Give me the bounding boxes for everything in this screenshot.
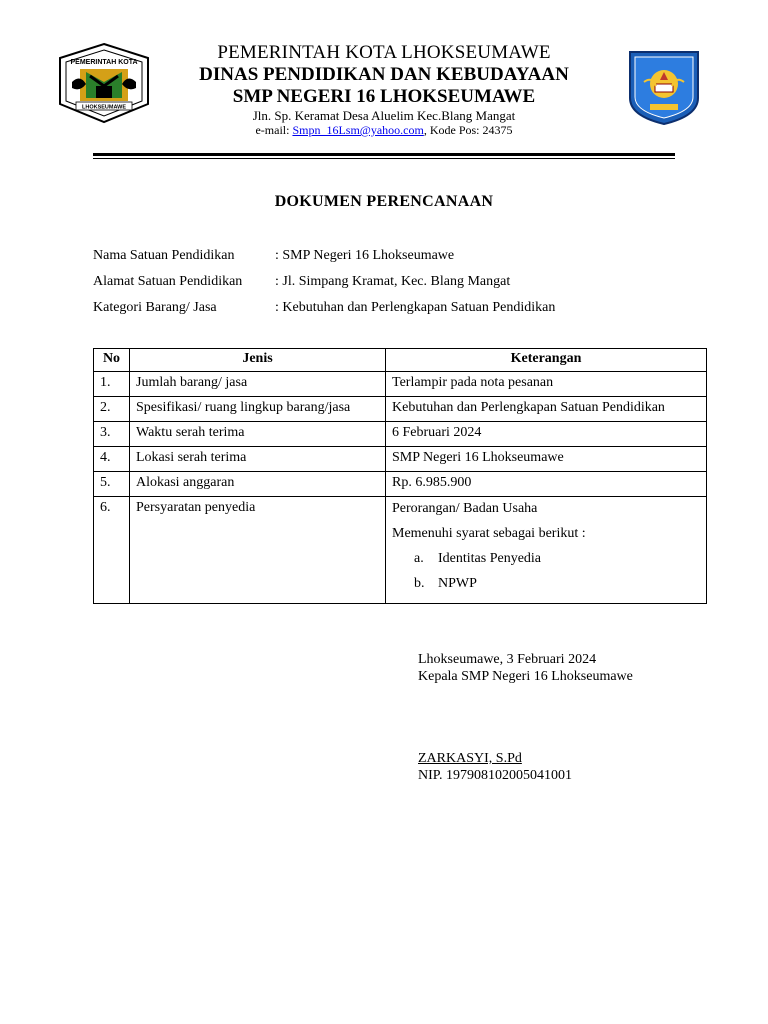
info-label: Nama Satuan Pendidikan	[93, 248, 235, 263]
signer-position: Kepala SMP Negeri 16 Lhokseumawe	[418, 669, 633, 684]
row-jenis: Jumlah barang/ jasa	[130, 372, 386, 397]
info-row	[93, 300, 555, 326]
row-jenis: Persyaratan penyedia	[130, 497, 386, 604]
info-label: Kategori Barang/ Jasa	[93, 300, 217, 315]
column-header-keterangan: Keterangan	[386, 349, 707, 372]
table-row	[94, 447, 707, 472]
contact-line	[150, 123, 618, 137]
government-name: PEMERINTAH KOTA LHOKSEUMAWE	[217, 42, 551, 63]
row-jenis: Lokasi serah terima	[130, 447, 386, 472]
row-keterangan: Terlampir pada nota pesanan	[386, 372, 707, 397]
planning-table	[93, 348, 707, 604]
table-row	[94, 372, 707, 397]
svg-text:PEMERINTAH KOTA: PEMERINTAH KOTA	[70, 59, 138, 66]
info-value: : SMP Negeri 16 Lhokseumawe	[275, 248, 455, 263]
requirement-marker: b.	[414, 576, 425, 591]
row-keterangan: SMP Negeri 16 Lhokseumawe	[386, 447, 707, 472]
row-number: 5.	[94, 472, 130, 497]
row-number: 1.	[94, 372, 130, 397]
table-row	[94, 397, 707, 422]
table-header-row	[94, 349, 707, 372]
signature-block	[418, 651, 633, 784]
row-jenis: Alokasi anggaran	[130, 472, 386, 497]
requirement-item	[392, 550, 700, 568]
row-jenis: Waktu serah terima	[130, 422, 386, 447]
postal-code: , Kode Pos: 24375	[423, 123, 513, 137]
department-name: DINAS PENDIDIKAN DAN KEBUDAYAAN	[199, 64, 569, 85]
info-row	[93, 248, 555, 274]
info-row	[93, 274, 555, 300]
row-keterangan: Kebutuhan dan Perlengkapan Satuan Pendidikan	[386, 397, 707, 422]
row-keterangan: Rp. 6.985.900	[386, 472, 707, 497]
row-keterangan: 6 Februari 2024	[386, 422, 707, 447]
requirement-marker: a.	[414, 551, 424, 566]
row-keterangan	[386, 497, 707, 604]
requirement-text: NPWP	[438, 576, 477, 591]
svg-text:LHOKSEUMAWE: LHOKSEUMAWE	[82, 104, 126, 111]
info-value: : Jl. Simpang Kramat, Kec. Blang Mangat	[275, 274, 511, 289]
school-name: SMP NEGERI 16 LHOKSEUMAWE	[232, 86, 536, 107]
email-prefix: e-mail:	[255, 123, 293, 137]
table-row	[94, 497, 707, 604]
column-header-jenis: Jenis	[130, 349, 386, 372]
school-address: Jln. Sp. Keramat Desa Aluelim Kec.Blang Mangat	[252, 108, 516, 123]
table-row	[94, 422, 707, 447]
row-number: 6.	[94, 497, 130, 604]
requirement-text: Identitas Penyedia	[438, 551, 542, 566]
info-label: Alamat Satuan Pendidikan	[93, 274, 243, 289]
signer-nip: NIP. 197908102005041001	[418, 768, 573, 783]
email-link[interactable]: Smpn_16Lsm@yahoo.com	[292, 123, 424, 137]
institution-info	[93, 248, 555, 326]
row-number: 3.	[94, 422, 130, 447]
row-number: 2.	[94, 397, 130, 422]
row-number: 4.	[94, 447, 130, 472]
place-date: Lhokseumawe, 3 Februari 2024	[418, 652, 597, 667]
signature-space	[418, 685, 633, 750]
column-header-no: No	[94, 349, 130, 372]
header-divider-thin	[93, 158, 675, 159]
row-jenis: Spesifikasi/ ruang lingkup barang/jasa	[130, 397, 386, 422]
table-row	[94, 472, 707, 497]
school-logo	[624, 46, 704, 126]
city-government-logo	[56, 42, 152, 124]
provider-type: Perorangan/ Badan Usaha	[392, 501, 538, 516]
document-title: DOKUMEN PERENCANAAN	[274, 193, 494, 210]
info-value: : Kebutuhan dan Perlengkapan Satuan Pendidikan	[275, 300, 556, 315]
requirements-intro: Memenuhi syarat sebagai berikut :	[392, 526, 586, 541]
letterhead	[150, 42, 618, 137]
signer-name: ZARKASYI, S.Pd	[418, 751, 522, 766]
header-divider-thick	[93, 153, 675, 156]
requirement-item	[392, 575, 700, 593]
